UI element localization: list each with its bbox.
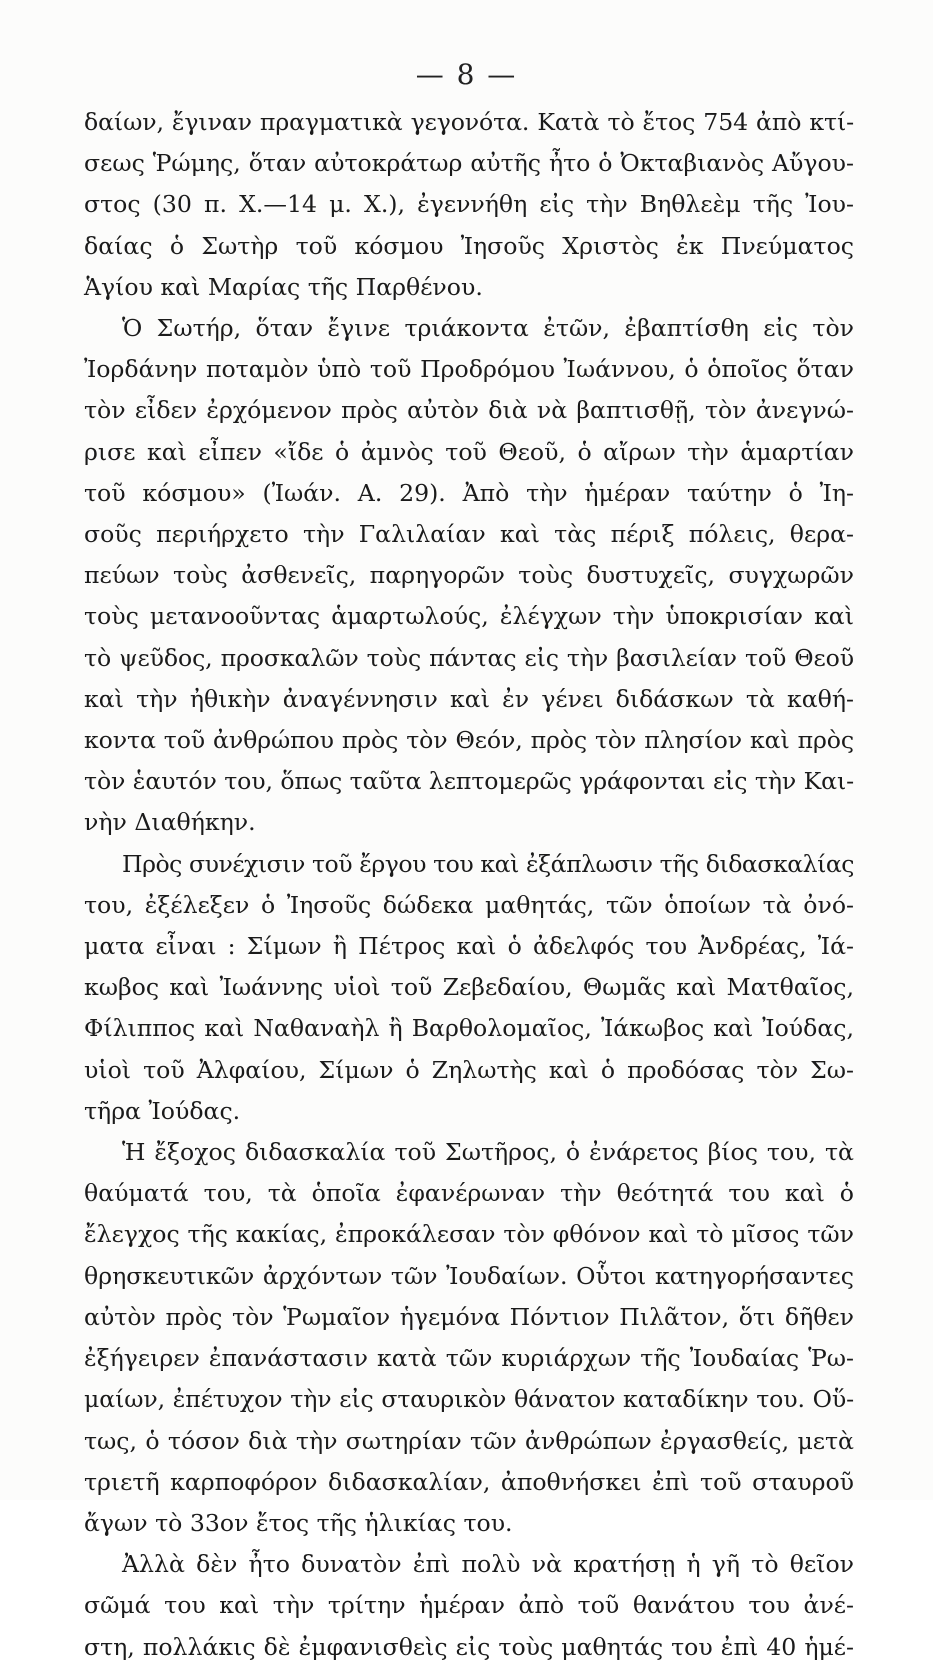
text-line: δαίας ὁ Σωτὴρ τοῦ κόσμου Ἰησοῦς Χριστὸς ἐκ Πνεύματος bbox=[84, 231, 854, 260]
text-line: υἱοὶ τοῦ Ἀλφαίου, Σίμων ὁ Ζηλωτὴς καὶ ὁ προδόσας τὸν Σω- bbox=[84, 1055, 854, 1084]
text-line: στη, πολλάκις δὲ ἐμφανισθεὶς εἰς τοὺς μαθητάς του ἐπὶ 40 ἡμέ- bbox=[84, 1632, 854, 1661]
text-line: Ἁγίου καὶ Μαρίας τῆς Παρθένου. bbox=[84, 272, 483, 301]
text-line: ἄγων τὸ 33ον ἔτος τῆς ἡλικίας του. bbox=[84, 1508, 513, 1537]
text-line: θαύματά του, τὰ ὁποῖα ἐφανέρωναν τὴν θεότητά του καὶ ὁ bbox=[84, 1179, 854, 1208]
text-line: ματα εἶναι : Σίμων ἢ Πέτρος καὶ ὁ ἀδελφός του Ἀνδρέας, Ἰά- bbox=[84, 932, 854, 961]
paragraph-1 bbox=[84, 102, 854, 308]
text-line: Ἰορδάνην ποταμὸν ὑπὸ τοῦ Προδρόμου Ἰωάννου, ὁ ὁποῖος ὅταν bbox=[84, 355, 854, 384]
text-line: τως, ὁ τόσον διὰ τὴν σωτηρίαν τῶν ἀνθρώπων ἐργασθείς, μετὰ bbox=[84, 1426, 854, 1455]
text-line: μαίων, ἐπέτυχον τὴν εἰς σταυρικὸν θάνατον καταδίκην του. Οὕ- bbox=[84, 1385, 854, 1414]
text-line: τὸν ἑαυτόν του, ὅπως ταῦτα λεπτομερῶς γράφονται εἰς τὴν Και- bbox=[84, 767, 854, 796]
text-line: ἔλεγχος τῆς κακίας, ἐπροκάλεσαν τὸν φθόνον καὶ τὸ μῖσος τῶν bbox=[84, 1220, 854, 1249]
text-line: δαίων, ἔγιναν πραγματικὰ γεγονότα. Κατὰ τὸ ἔτος 754 ἀπὸ κτί- bbox=[84, 108, 854, 136]
text-line: τοὺς μετανοοῦντας ἁμαρτωλούς, ἐλέγχων τὴν ὑποκρισίαν καὶ bbox=[84, 602, 854, 631]
text-line: του, ἐξέλεξεν ὁ Ἰησοῦς δώδεκα μαθητάς, τῶν ὁποίων τὰ ὀνό- bbox=[84, 890, 854, 919]
text-line: Ἀλλὰ δὲν ἦτο δυνατὸν ἐπὶ πολὺ νὰ κρατήσῃ ἡ γῆ τὸ θεῖον bbox=[122, 1550, 854, 1579]
text-line: σεως Ῥώμης, ὅταν αὐτοκράτωρ αὐτῆς ἦτο ὁ Ὀκταβιανὸς Αὔγου- bbox=[84, 149, 854, 178]
text-line: στος (30 π. Χ.—14 μ. Χ.), ἐγεννήθη εἰς τὴν Βηθλεὲμ τῆς Ἰου- bbox=[84, 190, 854, 219]
text-line: Ὁ Σωτήρ, ὅταν ἔγινε τριάκοντα ἐτῶν, ἐβαπτίσθη εἰς τὸν bbox=[122, 314, 854, 343]
body-text bbox=[84, 102, 854, 1668]
text-line: τριετῆ καρποφόρον διδασκαλίαν, ἀποθνήσκει ἐπὶ τοῦ σταυροῦ bbox=[84, 1467, 854, 1496]
paragraph-2 bbox=[84, 308, 854, 844]
paragraph-3 bbox=[84, 844, 854, 1132]
text-line: κωβος καὶ Ἰωάννης υἱοὶ τοῦ Ζεβεδαίου, Θωμᾶς καὶ Ματθαῖος, bbox=[84, 973, 854, 1002]
paragraph-4 bbox=[84, 1132, 854, 1544]
text-line: θρησκευτικῶν ἀρχόντων τῶν Ἰουδαίων. Οὗτοι κατηγορήσαντες bbox=[84, 1261, 854, 1290]
text-line: σῶμά του καὶ τὴν τρίτην ἡμέραν ἀπὸ τοῦ θανάτου του ἀνέ- bbox=[84, 1591, 854, 1620]
text-line: πεύων τοὺς ἀσθενεῖς, παρηγορῶν τοὺς δυστυχεῖς, συγχωρῶν bbox=[84, 561, 854, 590]
paragraph-5 bbox=[84, 1544, 854, 1668]
text-line: νὴν Διαθήκην. bbox=[84, 808, 256, 837]
text-line: καὶ τὴν ἠθικὴν ἀναγέννησιν καὶ ἐν γένει διδάσκων τὰ καθή- bbox=[84, 684, 854, 713]
text-line: τῆρα Ἰούδας. bbox=[84, 1096, 241, 1125]
text-line: αὐτὸν πρὸς τὸν Ῥωμαῖον ἡγεμόνα Πόντιον Πιλᾶτον, ὅτι δῆθεν bbox=[84, 1302, 854, 1331]
text-line: τὸν εἶδεν ἐρχόμενον πρὸς αὐτὸν διὰ νὰ βαπτισθῇ, τὸν ἀνεγνώ- bbox=[84, 396, 854, 425]
text-line: ἐξήγειρεν ἐπανάστασιν κατὰ τῶν κυριάρχων τῆς Ἰουδαίας Ῥω- bbox=[84, 1344, 854, 1373]
text-line: Φίλιππος καὶ Ναθαναὴλ ἢ Βαρθολομαῖος, Ἰάκωβος καὶ Ἰούδας, bbox=[84, 1014, 854, 1043]
text-line: ρισε καὶ εἶπεν «ἴδε ὁ ἀμνὸς τοῦ Θεοῦ, ὁ αἴρων τὴν ἁμαρτίαν bbox=[84, 437, 854, 466]
text-line: τὸ ψεῦδος, προσκαλῶν τοὺς πάντας εἰς τὴν βασιλείαν τοῦ Θεοῦ bbox=[84, 643, 854, 672]
text-line: Ἡ ἔξοχος διδασκαλία τοῦ Σωτῆρος, ὁ ἐνάρετος βίος του, τὰ bbox=[122, 1138, 854, 1167]
text-line: τοῦ κόσμου» (Ἰωάν. Α. 29). Ἀπὸ τὴν ἡμέραν ταύτην ὁ Ἰη- bbox=[84, 478, 854, 507]
page-number: — 8 — bbox=[415, 58, 518, 91]
text-line: σοῦς περιήρχετο τὴν Γαλιλαίαν καὶ τὰς πέριξ πόλεις, θερα- bbox=[84, 520, 854, 549]
text-line: κοντα τοῦ ἀνθρώπου πρὸς τὸν Θεόν, πρὸς τὸν πλησίον καὶ πρὸς bbox=[84, 726, 854, 755]
text-line: Πρὸς συνέχισιν τοῦ ἔργου του καὶ ἐξάπλωσιν τῆς διδασκαλίας bbox=[122, 849, 854, 878]
